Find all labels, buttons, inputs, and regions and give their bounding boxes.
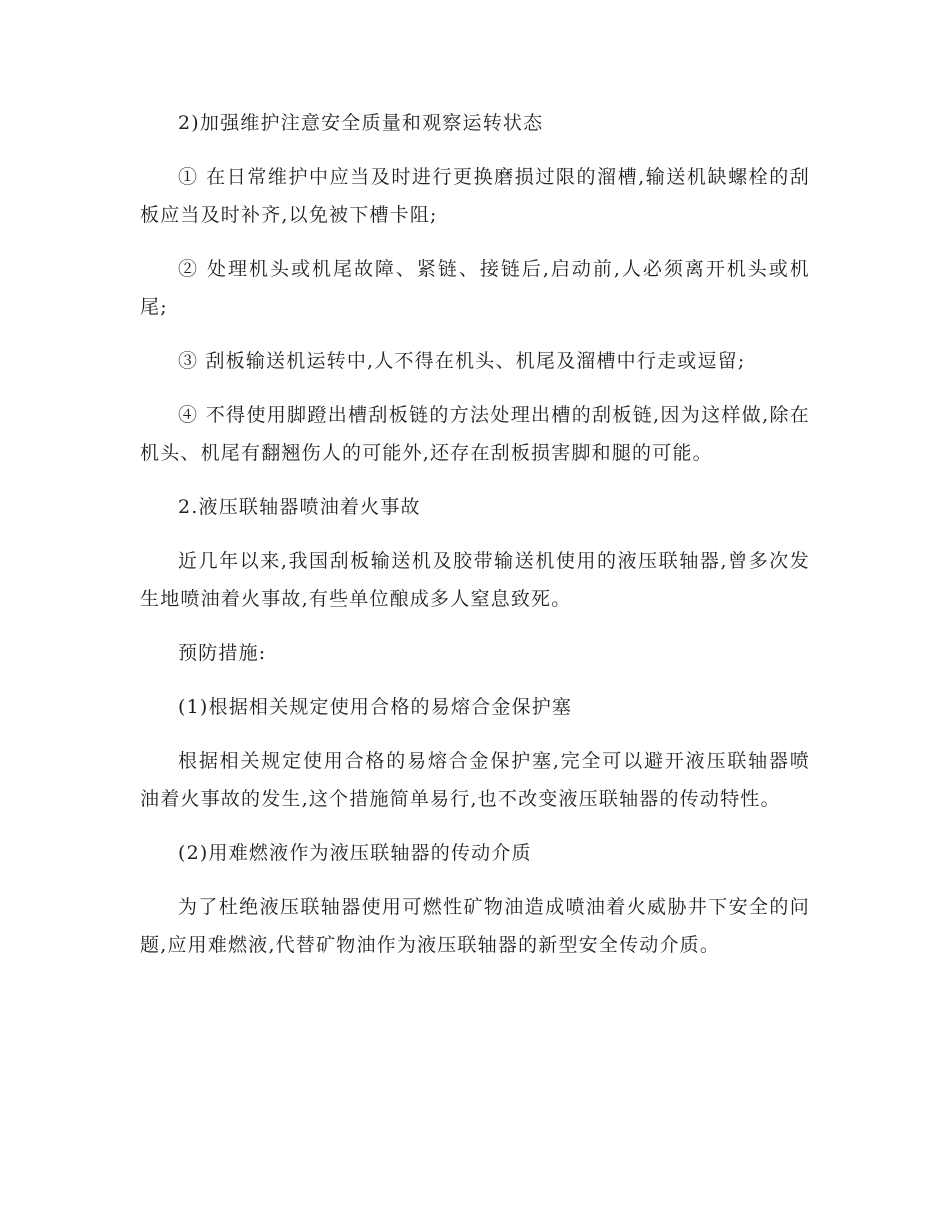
section-heading-hydraulic-coupling: 2.液压联轴器喷油着火事故: [178, 496, 421, 518]
list-item-1: ① 在日常维护中应当及时进行更换磨损过限的溜槽,输送机缺螺栓的刮板应当及时补齐,以免被下槽卡阻;: [140, 166, 810, 226]
list-item-3: ③ 刮板输送机运转中,人不得在机头、机尾及溜槽中行走或逗留;: [178, 350, 746, 372]
list-item-4: ④ 不得使用脚蹬出槽刮板链的方法处理出槽的刮板链,因为这样做,除在机头、机尾有翻翘伤人的可能外,还存在刮板损害脚和腿的可能。: [140, 404, 810, 464]
section-heading-prevention: 预防措施:: [178, 642, 267, 664]
section-heading-maintenance: 2)加强维护注意安全质量和观察运转状态: [178, 112, 544, 134]
subheading-fire-resistant-fluid: (2)用难燃液作为液压联轴器的传动介质: [178, 842, 532, 864]
body-paragraph-background: 近几年以来,我国刮板输送机及胶带输送机使用的液压联轴器,曾多次发生地喷油着火事故,有些单位酿成多人窒息致死。: [140, 550, 810, 610]
list-item-2: ② 处理机头或机尾故障、紧链、接链后,启动前,人必须离开机头或机尾;: [140, 258, 810, 318]
subheading-fusible-plug: (1)根据相关规定使用合格的易熔合金保护塞: [178, 696, 573, 718]
body-paragraph-fusible-plug: 根据相关规定使用合格的易熔合金保护塞,完全可以避开液压联轴器喷油着火事故的发生,这个措施简单易行,也不改变液压联轴器的传动特性。: [140, 750, 810, 810]
body-paragraph-fire-resistant-fluid: 为了杜绝液压联轴器使用可燃性矿物油造成喷油着火威胁井下安全的问题,应用难燃液,代替矿物油作为液压联轴器的新型安全传动介质。: [140, 896, 810, 956]
